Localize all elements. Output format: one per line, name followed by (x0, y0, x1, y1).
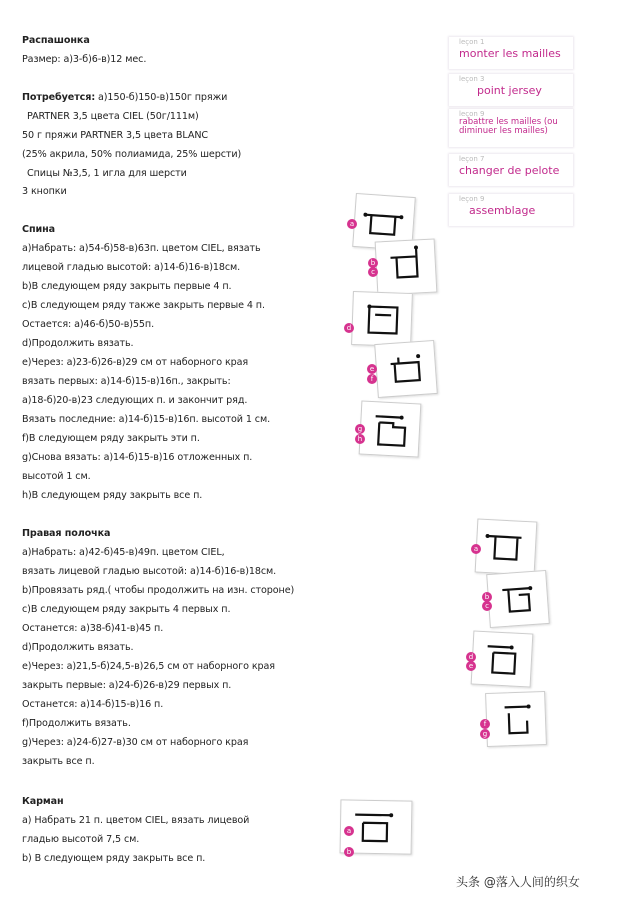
front-line: g)Через: а)24-б)27-в)30 см от наборного края (22, 737, 249, 748)
step-badge-back: c (368, 267, 378, 277)
front-line: закрыть первые: а)24-б)26-в)29 первых п. (22, 680, 232, 691)
back-line: f)В следующем ряду закрыть эти п. (22, 433, 200, 444)
front-line: c)В следующем ряду закрыть 4 первых п. (22, 604, 231, 615)
step-badge-back: f (367, 374, 377, 384)
lesson-stickers (449, 37, 573, 231)
lesson-label: changer de pelote (459, 164, 560, 177)
diagram-back-d (351, 291, 413, 347)
lesson-number: leçon 9 (459, 195, 485, 203)
back-line: е)Через: а)23-б)26-в)29 см от наборного края (22, 357, 249, 368)
pocket-line: гладью высотой 7,5 см. (22, 834, 140, 845)
watermark: 头条 @落入人间的织女 (456, 875, 580, 889)
step-badge-back: h (355, 434, 365, 444)
diagram-back-gh (359, 400, 422, 457)
pocket-line: b) В следующем ряду закрыть все п. (22, 853, 206, 864)
size-line: Размер: а)3-б)6-в)12 мес. (22, 54, 147, 65)
step-badge-front: g (480, 729, 490, 739)
lesson-label: rabattre les mailles (ou diminuer les mailles) (459, 117, 558, 136)
lesson-card (449, 109, 573, 147)
back-line: b)В следующем ряду закрыть первые 4 п. (22, 281, 232, 292)
back-line: вязать первых: а)14-б)15-в)16п., закрыть: (22, 376, 231, 387)
lesson-card (449, 154, 573, 186)
back-line: c)В следующем ряду также закрыть первые 4 п. (22, 300, 265, 311)
section-title-front: Правая полочка (22, 528, 111, 539)
step-badge-front: d (466, 652, 476, 662)
lesson-label: point jersey (477, 84, 542, 97)
materials-amount: а)150-б)150-в)150г пряжи (95, 92, 228, 103)
back-line: g)Снова вязать: а)14-б)15-в)16 отложенных п. (22, 452, 253, 463)
diagram-front-bc (486, 570, 550, 628)
step-badge-pocket: b (344, 847, 354, 857)
buttons-line: 3 кнопки (22, 186, 67, 197)
section-title-pocket: Карман (22, 796, 64, 807)
step-badge-back: d (344, 323, 354, 333)
front-line: d)Продолжить вязать. (22, 642, 134, 653)
diagram-front-de (471, 630, 534, 687)
front-line: вязать лицевой гладью высотой: а)14-б)16-в)18см. (22, 566, 277, 577)
step-badge-back: e (367, 364, 377, 374)
diagram-back-ef (374, 340, 438, 398)
step-badge-front: a (471, 544, 481, 554)
yarn-line: 50 г пряжи PARTNER 3,5 цвета BLANC (22, 130, 209, 141)
front-line: Останется: а)38-б)41-в)45 п. (22, 623, 164, 634)
lesson-card (449, 74, 573, 106)
front-line: е)Через: а)21,5-б)24,5-в)26,5 см от наборного края (22, 661, 275, 672)
lesson-label: monter les mailles (459, 47, 561, 60)
back-line: h)В следующем ряду закрыть все п. (22, 490, 203, 501)
lesson-number: leçon 9 (459, 110, 485, 118)
section-title-back: Спина (22, 224, 55, 235)
step-badge-back: a (347, 219, 357, 229)
step-badge-back: b (368, 258, 378, 268)
composition-line: (25% акрила, 50% полиамида, 25% шерсти) (22, 149, 242, 160)
doc-title: Распашонка (22, 35, 90, 46)
step-badge-front: b (482, 592, 492, 602)
back-line: d)Продолжить вязать. (22, 338, 134, 349)
lesson-number: leçon 3 (459, 75, 485, 83)
lesson-card (449, 194, 573, 226)
needles-line: Спицы №3,5, 1 игла для шерсти (27, 168, 187, 179)
step-badge-front: c (482, 601, 492, 611)
step-badge-front: e (466, 661, 476, 671)
lesson-number: leçon 7 (459, 155, 485, 163)
front-line: b)Провязать ряд.( чтобы продолжить на изн. стороне) (22, 585, 295, 596)
front-line: f)Продолжить вязать. (22, 718, 131, 729)
front-line: Останется: а)14-б)15-в)16 п. (22, 699, 164, 710)
back-line: а)Набрать: а)54-б)58-в)63п. цветом CIEL, вязать (22, 243, 261, 254)
back-line: лицевой гладью высотой: а)14-б)16-в)18см. (22, 262, 241, 273)
step-badge-back: g (355, 424, 365, 434)
front-line: закрыть все п. (22, 756, 95, 767)
materials-line (22, 91, 227, 105)
diagram-front-fg (485, 691, 547, 747)
back-line: а)18-б)20-в)23 следующих п. и закончит ряд. (22, 395, 248, 406)
lesson-label: assemblage (469, 204, 536, 217)
diagram-front-a (475, 518, 538, 575)
front-line: а)Набрать: а)42-б)45-в)49п. цветом CIEL, (22, 547, 225, 558)
diagram-back-bc (375, 238, 438, 295)
lesson-card (449, 37, 573, 69)
yarn-line: PARTNER 3,5 цвета CIEL (50г/111м) (27, 111, 199, 122)
pocket-line: а) Набрать 21 п. цветом CIEL, вязать лицевой (22, 815, 250, 826)
lesson-number: leçon 1 (459, 38, 485, 46)
back-line: Остается: а)46-б)50-в)55п. (22, 319, 155, 330)
back-line: Вязать последние: а)14-б)15-в)16п. высотой 1 см. (22, 414, 271, 425)
back-line: высотой 1 см. (22, 471, 91, 482)
step-badge-pocket: a (344, 826, 354, 836)
materials-label: Потребуется: (22, 92, 96, 103)
step-badge-front: f (480, 719, 490, 729)
